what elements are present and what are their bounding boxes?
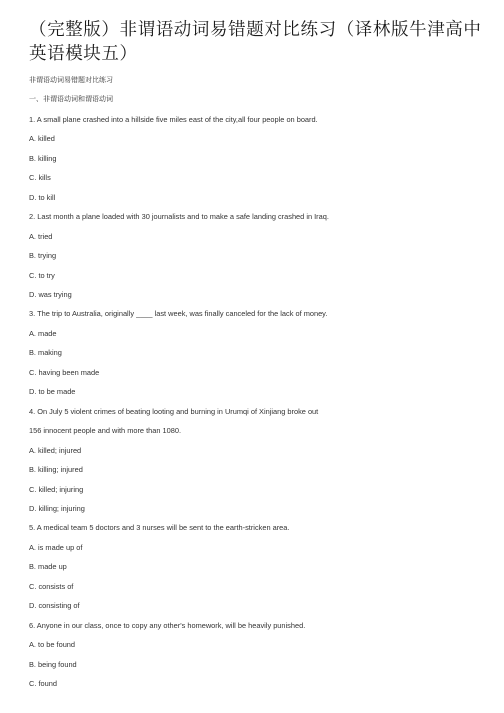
answer-option: A. to be found: [29, 640, 76, 650]
answer-option: B. being found: [29, 659, 77, 669]
question-text: 5. A medical team 5 doctors and 3 nurses will be sent to the earth-stricken area.: [29, 523, 290, 533]
question-text: 3. The trip to Australia, originally ____ last week, was finally canceled for the lack of money.: [29, 309, 328, 319]
subtitle: 非谓语动词易错题对比练习: [29, 76, 113, 84]
answer-option: A. made: [29, 328, 57, 338]
answer-option: A. killed; injured: [29, 445, 82, 455]
answer-option: C. consists of: [29, 581, 74, 591]
document-body: [29, 71, 489, 694]
title-line-1: （完整版）非谓语动词易错题对比练习（译林版牛津高中: [29, 20, 482, 40]
answer-option: C. having been made: [29, 367, 100, 377]
answer-option: D. was trying: [29, 289, 72, 299]
title-line-2: 英语模块五）: [29, 44, 138, 64]
section-heading: 一、非谓语动词和谓语动词: [29, 95, 113, 104]
answer-option: D. to be made: [29, 387, 76, 397]
question-text: 2. Last month a plane loaded with 30 journalists and to make a safe landing crashed in Iraq.: [29, 212, 329, 222]
answer-option: B. killing: [29, 153, 57, 163]
answer-option: B. made up: [29, 562, 67, 572]
answer-option: A. tried: [29, 231, 53, 241]
answer-option: D. to kill: [29, 192, 56, 202]
question-text: 4. On July 5 violent crimes of beating looting and burning in Urumqi of Xinjiang broke out: [29, 406, 319, 416]
answer-option: C. kills: [29, 173, 51, 183]
question-text-continued: 156 innocent people and with more than 1080.: [29, 426, 182, 436]
answer-option: B. trying: [29, 251, 57, 261]
answer-option: C. killed; injuring: [29, 484, 84, 494]
answer-option: B. killing; injured: [29, 465, 83, 475]
document-title: [29, 18, 491, 66]
answer-option: D. killing; injuring: [29, 503, 85, 513]
answer-option: C. found: [29, 679, 57, 689]
answer-option: A. killed: [29, 134, 55, 144]
answer-option: C. to try: [29, 270, 55, 280]
question-text: 6. Anyone in our class, once to copy any other's homework, will be heavily punished.: [29, 620, 306, 630]
answer-option: A. is made up of: [29, 542, 83, 552]
question-text: 1. A small plane crashed into a hillside five miles east of the city,all four people on board.: [29, 114, 318, 124]
answer-option: D. consisting of: [29, 601, 80, 611]
answer-option: B. making: [29, 348, 62, 358]
